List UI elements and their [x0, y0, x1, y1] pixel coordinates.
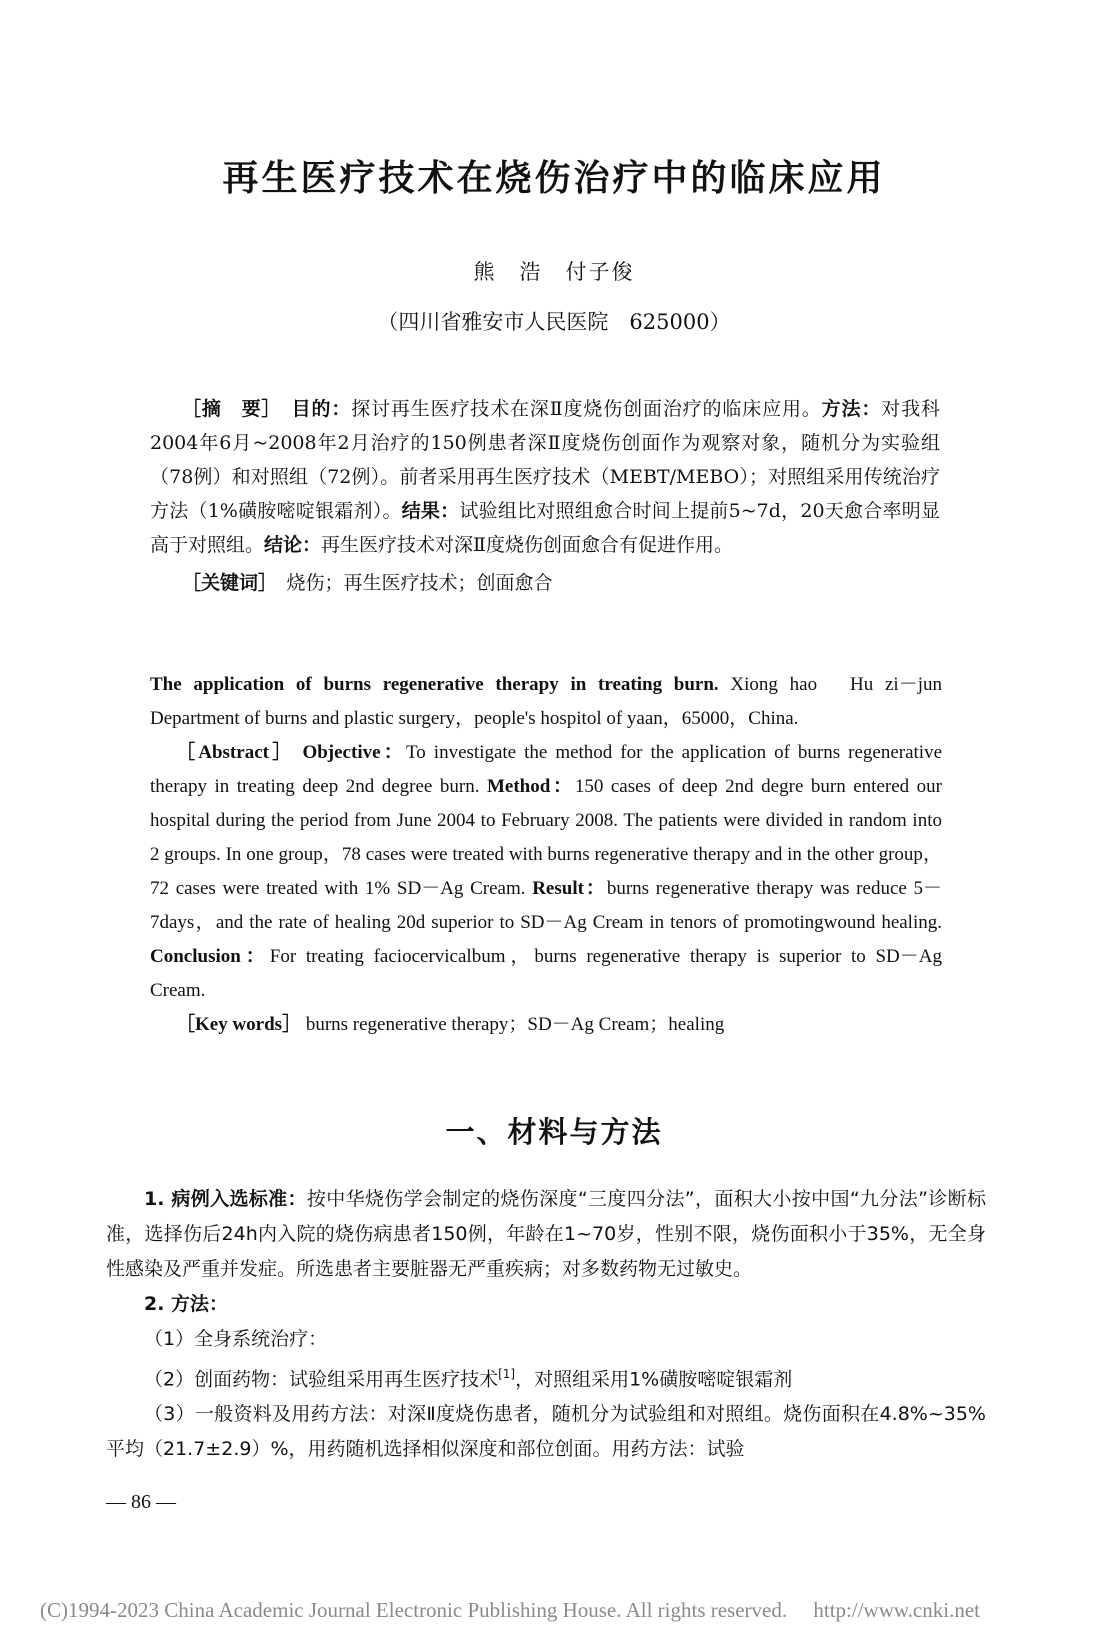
- body-paragraph-3: （1）全身系统治疗：: [144, 1328, 328, 1350]
- en-keywords-label: ［Key words］: [176, 1014, 302, 1035]
- en-method-label: Method：: [486, 776, 575, 797]
- cn-abstract-paragraph: [150, 392, 940, 562]
- en-conclusion-text: For treating faciocervicalbum，burns regenerative therapy is superior to SD－Ag Cream.: [150, 946, 942, 1001]
- cn-objective-text: 探讨再生医疗技术在深Ⅱ度烧伤创面治疗的临床应用。: [351, 398, 822, 420]
- cn-objective-label: 目的：: [291, 398, 352, 420]
- cn-result-text: 试验组比对照组愈合时间上提前5~7d，20天愈合率明显高于对照组。: [150, 500, 940, 556]
- paper-title: 再生医疗技术在烧伤治疗中的临床应用: [222, 158, 886, 199]
- en-title: The application of burns regenerative therapy in treating burn.: [150, 674, 719, 695]
- reference-marker[interactable]: [1]: [498, 1367, 516, 1381]
- english-abstract: [150, 668, 942, 1042]
- p1-text: 按中华烧伤学会制定的烧伤深度“三度四分法”，面积大小按中国“九分法”诊断标准，选择伤后24h内入院的烧伤病患者150例，年龄在1~70岁，性别不限，烧伤面积小于35%，无全身性感染及严重并发症。所选患者主要脏器无严重疾病；对多数药物无过敏史。: [106, 1188, 986, 1280]
- body-text: [106, 1182, 986, 1467]
- p4-text: （2）创面药物：试验组采用再生医疗技术: [144, 1368, 499, 1391]
- cn-keywords-text: 烧伤；再生医疗技术；创面愈合: [286, 572, 553, 594]
- cn-keywords-label: ［关键词］: [182, 572, 268, 594]
- en-keywords-text: burns regenerative therapy；SD－Ag Cream；healing: [305, 1014, 725, 1035]
- p1-label: 1. 病例入选标准：: [144, 1188, 307, 1210]
- p2-text: 2. 方法：: [144, 1293, 229, 1315]
- cn-conclusion-text: 再生医疗技术对深Ⅱ度烧伤创面愈合有促进作用。: [321, 534, 733, 556]
- cn-conclusion-label: 结论：: [264, 534, 322, 556]
- en-objective-label: Objective：: [302, 742, 407, 763]
- copyright-footer: (C)1994-2023 China Academic Journal Electronic Publishing House. All rights reserved. http://www.cnki.net: [40, 1598, 980, 1622]
- p4-tail: ，对照组采用1%磺胺嘧啶银霜剂: [515, 1368, 793, 1391]
- en-result-text: burns regenerative therapy was reduce 5－7days，and the rate of healing 20d superior to SD－Ag Cream in tenors of promotingwound healing.: [150, 878, 942, 933]
- chinese-abstract: [150, 392, 940, 600]
- paper-authors: 熊 浩 付子俊: [473, 260, 635, 284]
- body-paragraph-2: [106, 1287, 986, 1322]
- cn-result-label: 结果：: [401, 500, 460, 522]
- body-paragraph-5: （3）一般资料及用药方法：对深Ⅱ度烧伤患者，随机分为试验组和对照组。烧伤面积在4.8%~35%平均（21.7±2.9）%，用药随机选择相似深度和部位创面。用药方法：试验: [106, 1403, 986, 1461]
- en-conclusion-label: Conclusion：: [150, 946, 270, 967]
- en-result-label: Result：: [532, 878, 607, 899]
- body-paragraph-4: [106, 1357, 986, 1397]
- en-title-line: [150, 668, 942, 736]
- en-authors-affiliation: Xiong hao Hu zi－jun Department of burns and plastic surgery，people's hospitol of yaan，65000，China.: [150, 674, 942, 729]
- en-objective-text: To investigate the method for the application of burns regenerative therapy in treating deep 2nd degree burn.: [150, 742, 943, 797]
- en-method-text: 150 cases of deep 2nd degre burn entered our hospital during the period from June 2004 to February 2008. The patients were divided in random into 2 groups. In one group，78 cases were treated with burns regenerative therapy and in the other group，72 cases were treated with 1% SD－Ag Cream.: [150, 776, 942, 899]
- cn-method-text: 对我科2004年6月~2008年2月治疗的150例患者深Ⅱ度烧伤创面作为观察对象，随机分为实验组（78例）和对照组（72例）。前者采用再生医疗技术（MEBT/MEBO）；对照组采用传统治疗方法（1%磺胺嘧啶银霜剂）。: [150, 398, 940, 522]
- page-number: — 86 —: [106, 1491, 176, 1513]
- en-abstract-paragraph: [150, 736, 942, 1008]
- en-keywords: [150, 1008, 942, 1042]
- cn-method-label: 方法：: [821, 398, 882, 420]
- paper-affiliation: （四川省雅安市人民医院 625000）: [377, 310, 731, 334]
- cn-abstract-label: ［摘 要］: [182, 398, 272, 420]
- body-paragraph-1: [106, 1182, 986, 1287]
- cn-keywords: [150, 566, 940, 600]
- en-abstract-label: ［Abstract］: [176, 742, 295, 763]
- section-heading: 一、材料与方法: [445, 1115, 663, 1149]
